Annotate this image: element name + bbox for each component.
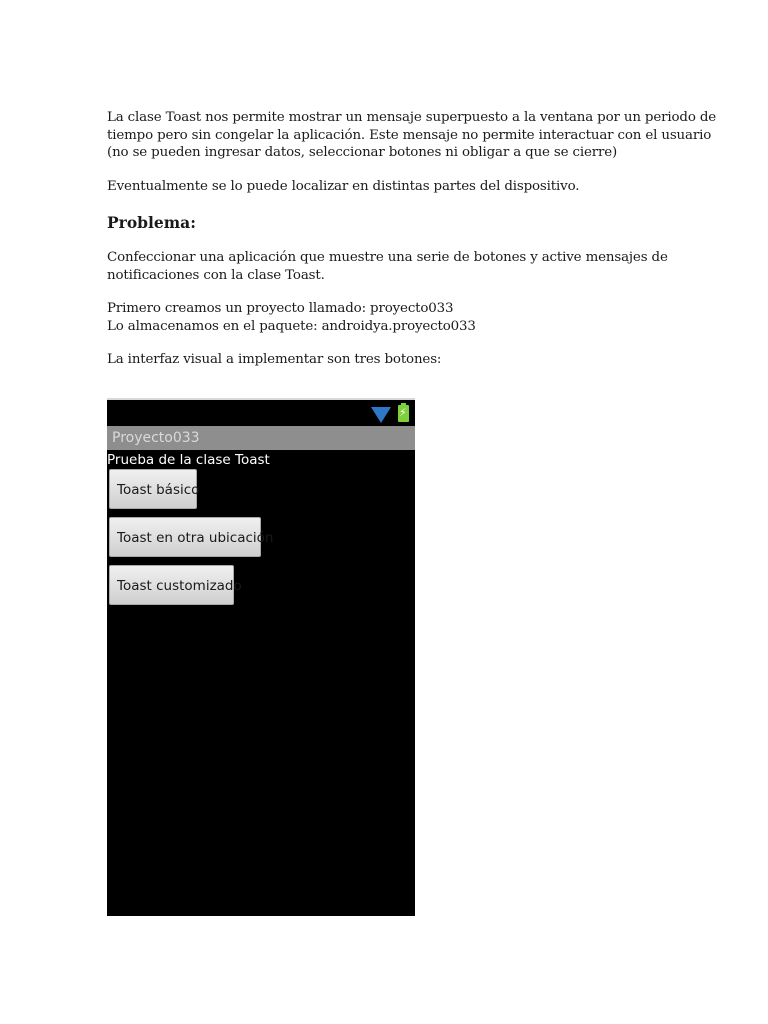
problem-heading: Problema: [107, 213, 196, 232]
interface-line: La interfaz visual a implementar son tres botones: [107, 352, 442, 367]
toast-basico-button[interactable]: Toast básico [109, 469, 197, 509]
toast-customizado-button[interactable]: Toast customizado [109, 565, 234, 605]
project-line: Primero creamos un proyecto llamado: proyecto033 [107, 301, 454, 316]
problem-paragraph [107, 249, 667, 284]
intro-paragraph [107, 109, 717, 162]
project-line: Lo almacenamos en el paquete: androidya.proyecto033 [107, 318, 476, 334]
battery-icon [398, 405, 409, 422]
intro-line: (no se pueden ingresar datos, seleccionar botones ni obligar a que se cierre) [107, 145, 618, 160]
phone-screenshot [107, 398, 415, 916]
location-paragraph [107, 178, 667, 196]
intro-line: tiempo pero sin congelar la aplicación. Este mensaje no permite interactuar con el usuario [107, 127, 712, 143]
status-bar [107, 400, 415, 426]
interface-paragraph [107, 351, 667, 369]
problem-line: notificaciones con la clase Toast. [107, 267, 325, 283]
document-body [107, 109, 717, 369]
project-paragraph [107, 300, 667, 335]
location-line: Eventualmente se lo puede localizar en distintas partes del dispositivo. [107, 178, 580, 194]
intro-line: La clase Toast nos permite mostrar un mensaje superpuesto a la ventana por un periodo de [107, 110, 717, 125]
app-title-bar: Proyecto033 [107, 426, 415, 450]
toast-otra-ubicacion-button[interactable]: Toast en otra ubicación [109, 517, 261, 557]
app-label: Prueba de la clase Toast [107, 452, 270, 468]
problem-line: Confeccionar una aplicación que muestre una serie de botones y active mensajes de [107, 250, 668, 265]
wifi-icon [371, 407, 391, 423]
